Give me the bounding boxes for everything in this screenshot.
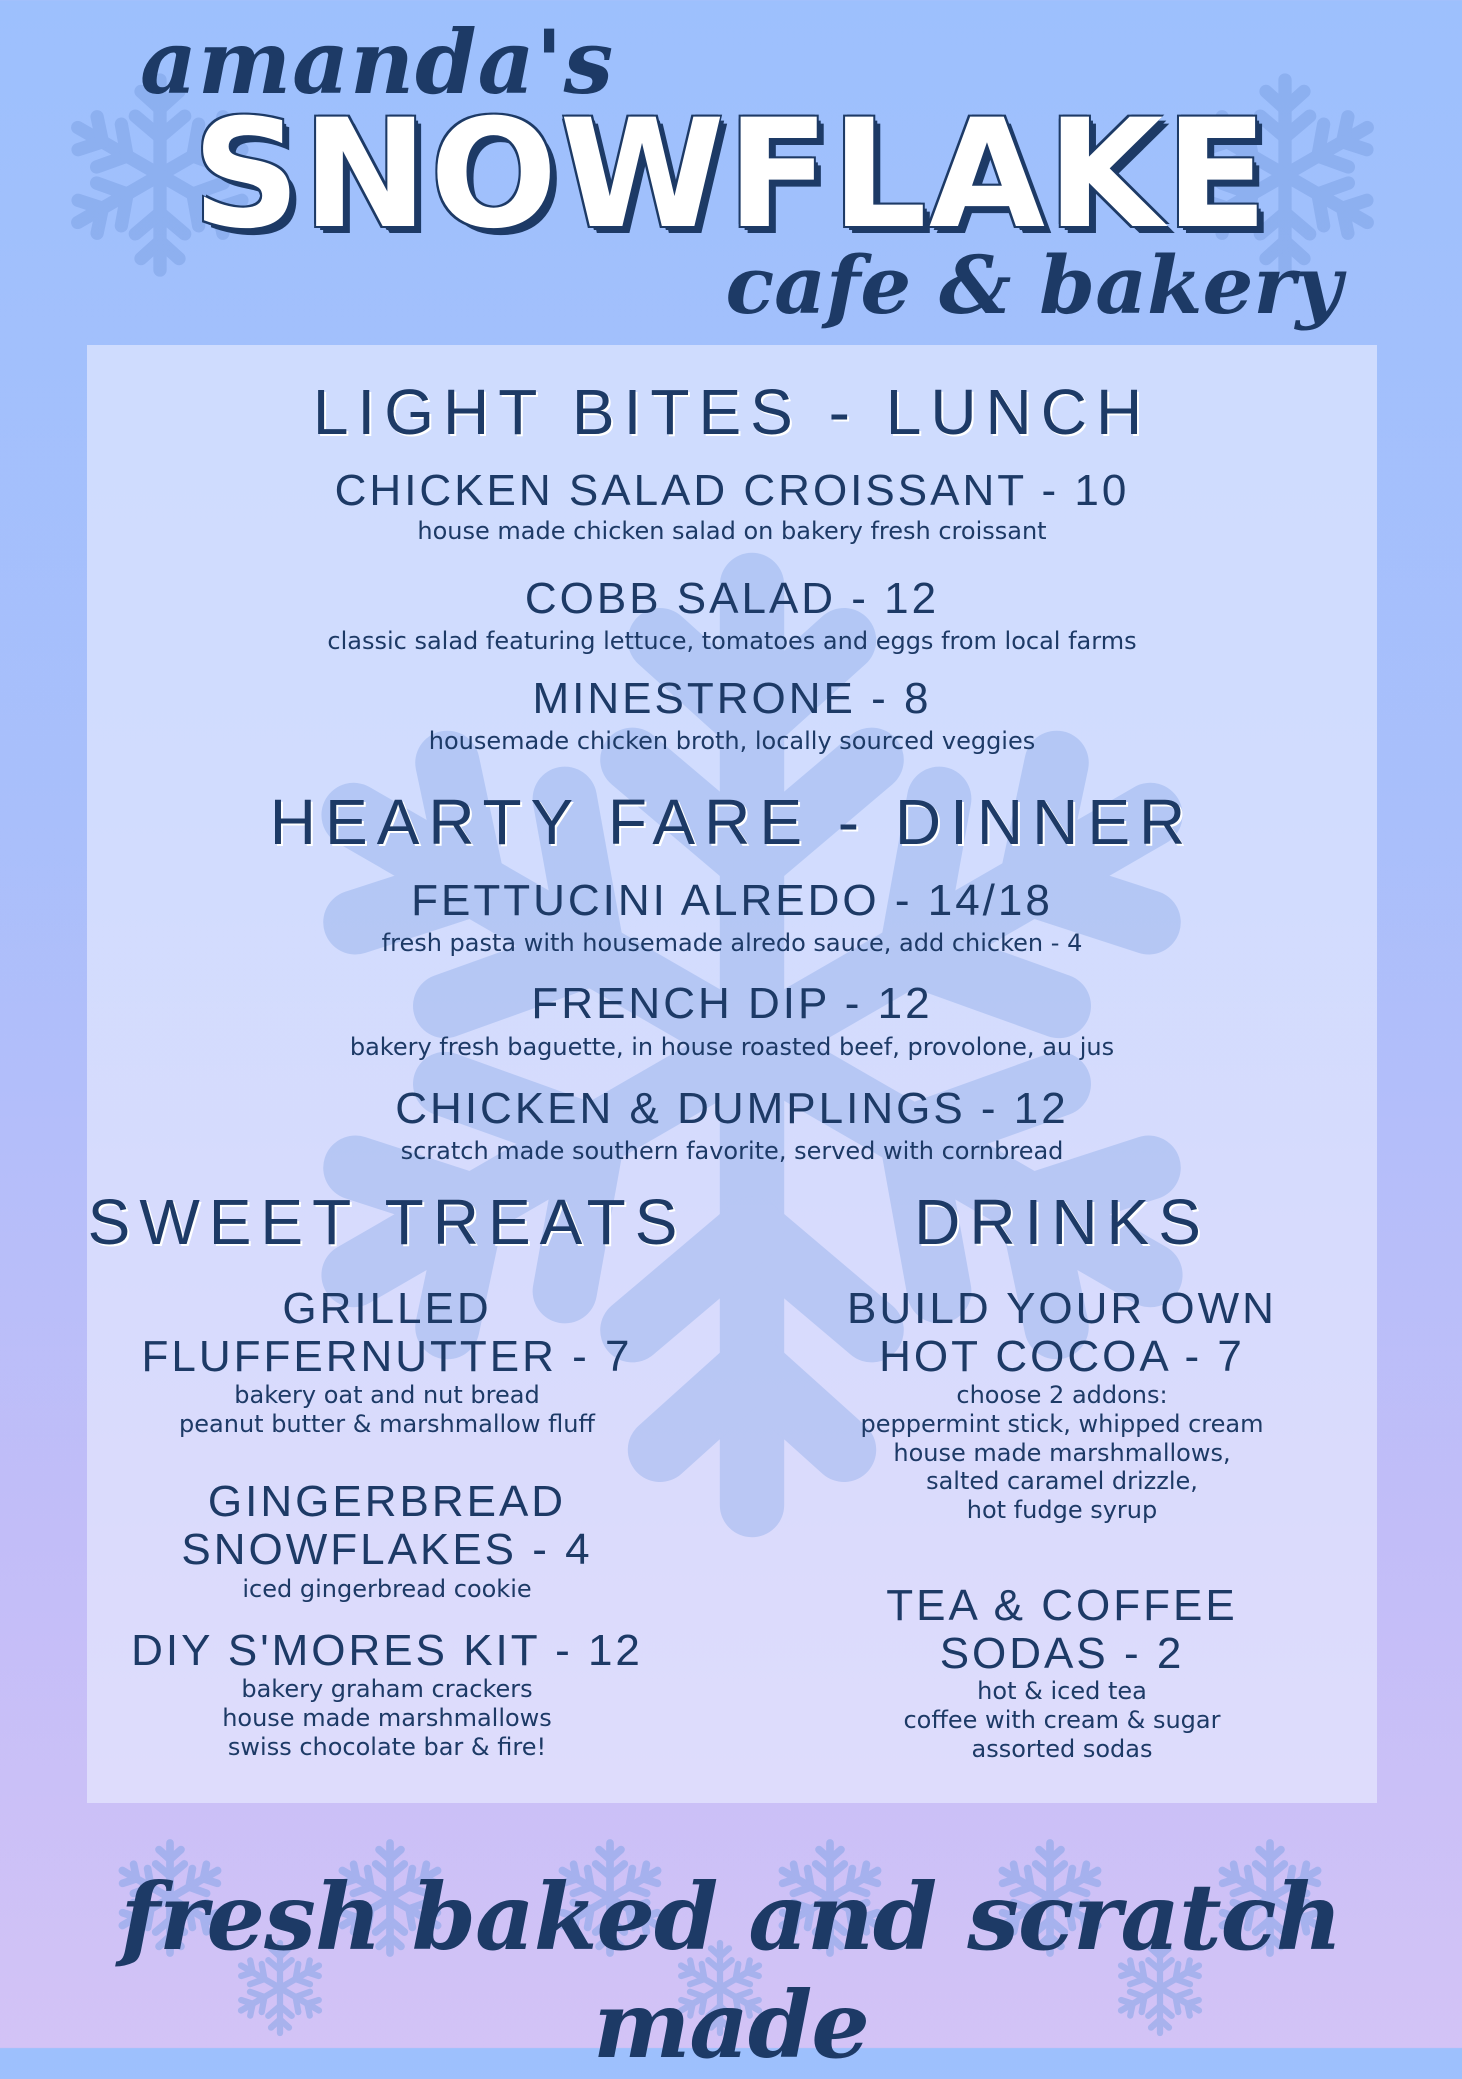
menu-item-description: housemade chicken broth, locally sourced veggies: [428, 727, 1036, 755]
section-title-lunch: LIGHT BITES - LUNCH: [312, 376, 1152, 448]
menu-item-description: bakery oat and nut bread peanut butter & marshmallow fluff: [179, 1381, 595, 1438]
menu-item-description: classic salad featuring lettuce, tomatoes and eggs from local farms: [327, 627, 1137, 655]
section-title-dinner: HEARTY FARE - DINNER: [269, 786, 1195, 858]
menu-item-name: FETTUCINI ALREDO - 14/18: [411, 876, 1053, 925]
brand-script-name: amanda's: [140, 10, 615, 114]
menu-panel: [87, 345, 1377, 1803]
menu-item-name: GINGERBREAD SNOWFLAKES - 4: [181, 1477, 593, 1575]
menu-item-description: hot & iced tea coffee with cream & sugar assorted sodas: [903, 1677, 1221, 1763]
menu-footer: [0, 1803, 1462, 2079]
menu-item-name: GRILLED FLUFFERNUTTER - 7: [141, 1284, 633, 1382]
menu-item-description: scratch made southern favorite, served with cornbread: [400, 1137, 1064, 1165]
menu-header: [0, 0, 1462, 345]
menu-item-name: BUILD YOUR OWN HOT COCOA - 7: [847, 1284, 1277, 1382]
menu-item-name: CHICKEN SALAD CROISSANT - 10: [334, 466, 1130, 515]
menu-item-description: bakery graham crackers house made marshmallows swiss chocolate bar & fire!: [222, 1675, 552, 1761]
menu-item-description: house made chicken salad on bakery fresh croissant: [417, 517, 1047, 545]
section-title-drinks: DRINKS: [914, 1186, 1210, 1258]
menu-item-description: iced gingerbread cookie: [242, 1575, 532, 1603]
brand-title: SNOWFLAKE: [192, 88, 1270, 262]
menu-item-description: choose 2 addons: peppermint stick, whipped cream house made marshmallows, salted caramel drizzle, hot fudge syrup: [860, 1381, 1264, 1525]
menu-item-name: TEA & COFFEE SODAS - 2: [886, 1581, 1238, 1679]
menu-item-description: bakery fresh baguette, in house roasted beef, provolone, au jus: [349, 1033, 1115, 1061]
menu-item-description: fresh pasta with housemade alredo sauce, add chicken - 4: [381, 929, 1083, 957]
section-title-sweets: SWEET TREATS: [87, 1186, 687, 1258]
brand-subtitle: cafe & bakery: [725, 238, 1342, 332]
menu-item-name: CHICKEN & DUMPLINGS - 12: [395, 1084, 1069, 1133]
menu-item-name: DIY S'MORES KIT - 12: [131, 1626, 643, 1675]
menu-item-name: MINESTRONE - 8: [532, 674, 932, 723]
menu-item-name: COBB SALAD - 12: [524, 574, 940, 623]
footer-tagline: fresh baked and scratch made: [120, 1863, 1342, 2079]
menu-item-name: FRENCH DIP - 12: [531, 979, 933, 1028]
